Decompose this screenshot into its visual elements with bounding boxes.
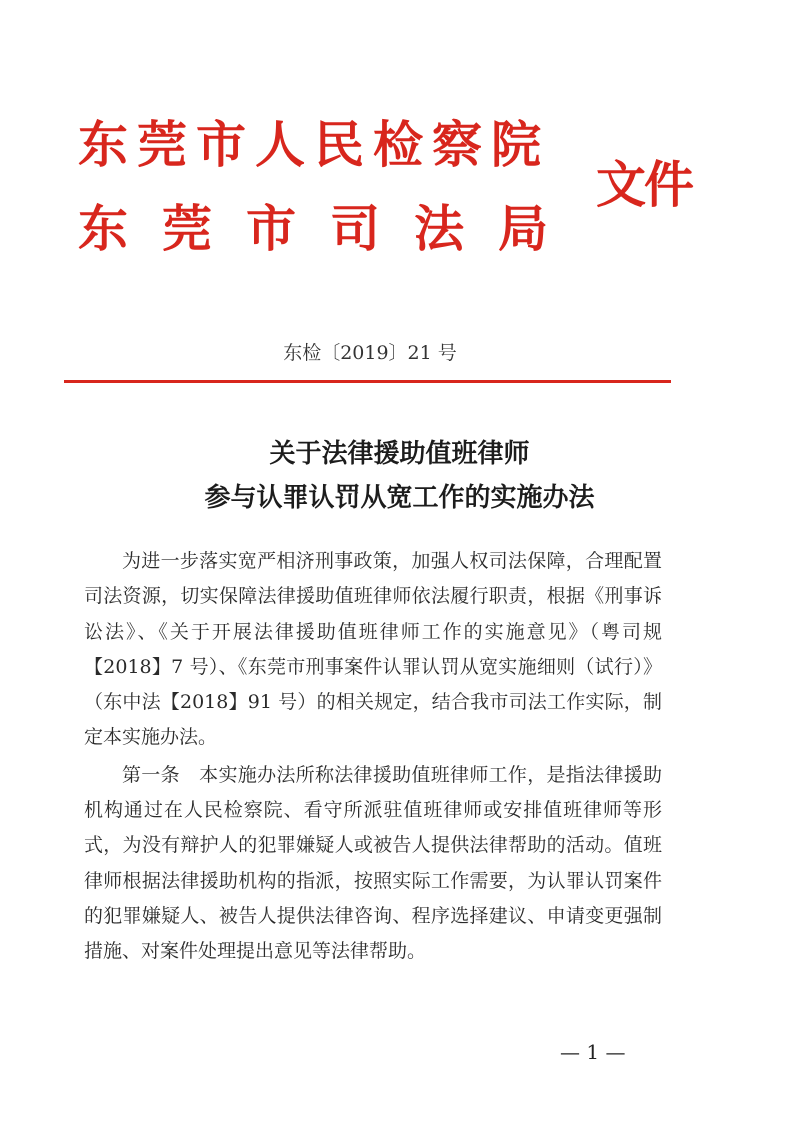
title-line-1: 关于法律援助值班律师 (269, 439, 530, 469)
body-paragraph-preamble: 为进一步落实宽严相济刑事政策，加强人权司法保障，合理配置司法资源，切实保障法律援助值班律师依法履行职责，根据《刑事诉讼法》、《关于开展法律援助值班律师工作的实施意见》（粤司规【2018】7 号）、《东莞市刑事案件认罪认罚从宽实施细则（试行）》（东中法【2018】91 号）的相关规定，结合我市司法工作实际，制定本实施办法。 (84, 550, 662, 749)
issuer-name-procuratorate: 东莞市人民检察院 (78, 115, 550, 174)
issuer-name-justice-bureau: 东莞市司法局 (78, 199, 582, 258)
document-type-word: 文件 (596, 155, 692, 214)
title-line-2: 参与认罪认罚从宽工作的实施办法 (204, 483, 595, 513)
document-header (78, 108, 698, 278)
red-divider-line (64, 380, 671, 383)
document-body (84, 544, 662, 970)
body-paragraph-article-1: 第一条 本实施办法所称法律援助值班律师工作，是指法律援助机构通过在人民检察院、看守所派驻值班律师或安排值班律师等形式，为没有辩护人的犯罪嫌疑人或被告人提供法律帮助的活动。值班律师根据法律援助机构的指派，按照实际工作需要，为认罪认罚案件的犯罪嫌疑人、被告人提供法律咨询、程序选择建议、申请变更强制措施、对案件处理提出意见等法律帮助。 (84, 763, 662, 963)
document-number: 东检〔2019〕21 号 (283, 342, 457, 364)
document-title (0, 432, 799, 520)
page-number: — 1 — (560, 1040, 626, 1064)
